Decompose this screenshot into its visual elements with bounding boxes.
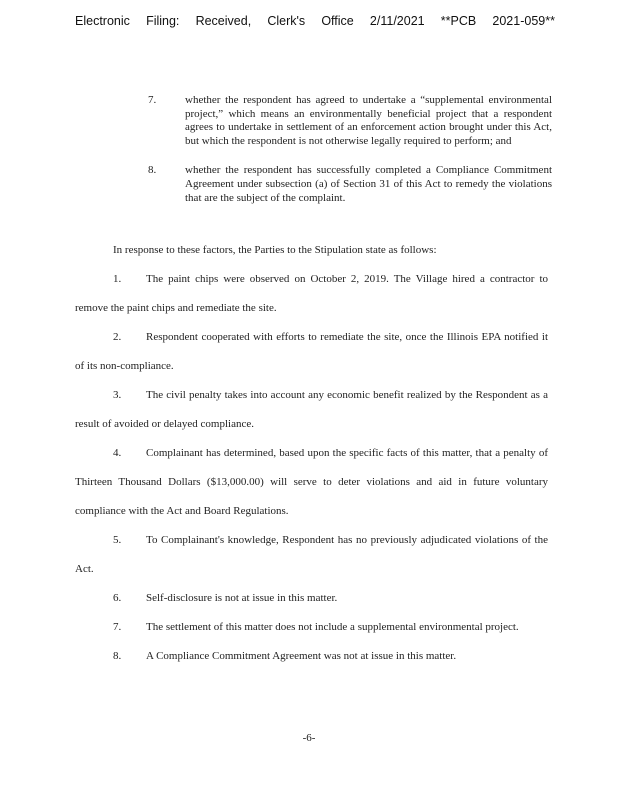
factor-number: 7.: [148, 94, 157, 106]
filing-stamp-header: [75, 14, 555, 28]
paragraph-text: A Compliance Commitment Agreement was not at issue in this matter.: [146, 650, 457, 662]
header-word: Clerk's: [267, 14, 306, 28]
response-paragraph: [75, 323, 548, 381]
factor-text: whether the respondent has agreed to undertake a “supplemental environmental project,” which means an environmentally beneficial project that a respondent agrees to undertake in settlement of an enforcement action brought under this Act, but which the respondent is not otherwise legally required to perform; and: [185, 94, 552, 147]
header-word: Electronic: [75, 14, 130, 28]
paragraph-number: 6.: [113, 592, 122, 604]
paragraph-text: The civil penalty takes into account any economic benefit realized by the Respondent as a result of avoided or delayed compliance.: [75, 389, 548, 430]
response-paragraph: [75, 642, 548, 671]
paragraph-number: 3.: [113, 389, 122, 401]
response-paragraph: [75, 265, 548, 323]
paragraph-text: Respondent cooperated with efforts to remediate the site, once the Illinois EPA notified it of its non-compliance.: [75, 331, 548, 372]
header-word: Filing:: [146, 14, 180, 28]
factor-list: [148, 94, 552, 221]
header-word: **PCB: [440, 14, 477, 28]
response-paragraph: [75, 381, 548, 439]
factor-item: [148, 164, 552, 205]
response-paragraph: [75, 613, 548, 642]
paragraph-number: 1.: [113, 273, 122, 285]
paragraph-text: To Complainant's knowledge, Respondent has no previously adjudicated violations of the Act.: [75, 534, 548, 575]
document-body: [75, 236, 548, 671]
paragraph-number: 4.: [113, 447, 122, 459]
paragraph-text: The paint chips were observed on October 2, 2019. The Village hired a contractor to remove the paint chips and remediate the site.: [75, 273, 548, 314]
paragraph-number: 2.: [113, 331, 122, 343]
factor-text: whether the respondent has successfully completed a Compliance Commitment Agreement under subsection (a) of Section 31 of this Act to remedy the violations that are the subject of the complaint.: [185, 164, 552, 204]
paragraph-number: 7.: [113, 621, 122, 633]
page-number: -6-: [302, 732, 316, 744]
factor-number: 8.: [148, 164, 157, 177]
paragraph-text: The settlement of this matter does not include a supplemental environmental project.: [146, 621, 519, 633]
paragraph-text: Self-disclosure is not at issue in this matter.: [146, 592, 338, 604]
intro-paragraph: In response to these factors, the Parties to the Stipulation state as follows:: [113, 244, 437, 256]
response-paragraph: [75, 526, 548, 584]
header-word: Received,: [195, 14, 252, 28]
paragraph-text: Complainant has determined, based upon the specific facts of this matter, that a penalty of Thirteen Thousand Dollars ($13,000.00) will serve to deter violations and aid in future voluntary compliance with the Act and Board Regulations.: [75, 447, 548, 517]
paragraph-number: 5.: [113, 534, 122, 546]
response-paragraph: [75, 584, 548, 613]
factor-item: [148, 94, 552, 148]
header-date: 2/11/2021: [369, 14, 425, 28]
paragraph-number: 8.: [113, 650, 122, 662]
header-case-number: 2021-059**: [492, 14, 555, 28]
response-paragraph: [75, 439, 548, 526]
header-word: Office: [321, 14, 354, 28]
